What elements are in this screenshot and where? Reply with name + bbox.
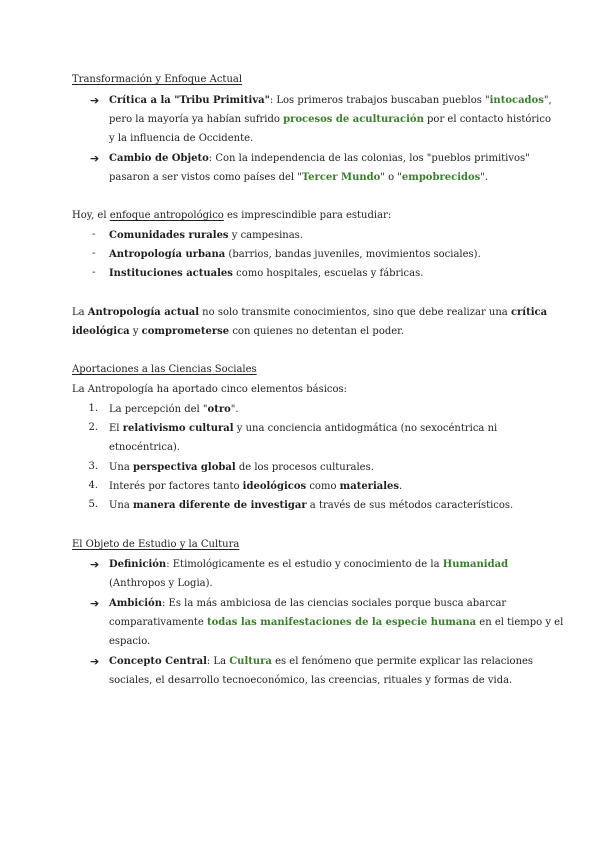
dash-bullet: -: [92, 229, 96, 240]
section-heading-aportaciones: Aportaciones a las Ciencias Sociales: [72, 364, 257, 375]
list-item: Antropología urbana (barrios, bandas juveniles, movimientos sociales).: [109, 249, 481, 260]
item-line: sociales, el desarrollo tecnoeconómico, las creencias, rituales y formas de vida.: [109, 675, 513, 686]
item-line: espacio.: [109, 636, 151, 647]
arrow-bullet-icon: ➔: [90, 94, 100, 107]
section-intro: La Antropología ha aportado cinco elementos básicos:: [72, 384, 348, 395]
item-line: Crítica a la "Tribu Primitiva": Los primeros trabajos buscaban pueblos "intocados",: [109, 95, 552, 106]
list-item: Interés por factores tanto ideológicos como materiales.: [109, 481, 403, 492]
list-item: La percepción del "otro".: [109, 404, 239, 415]
list-item: Instituciones actuales como hospitales, escuelas y fábricas.: [109, 268, 424, 279]
item-line: Concepto Central: La Cultura es el fenómeno que permite explicar las relaciones: [109, 656, 534, 667]
arrow-bullet-icon: ➔: [90, 152, 100, 165]
list-item: El relativismo cultural y una conciencia antidogmática (no sexocéntrica ni: [109, 423, 498, 434]
list-number: 5.: [88, 499, 98, 510]
section-heading-transformacion: Transformación y Enfoque Actual: [72, 74, 243, 85]
item-line: pasaron a ser vistos como países del "Tercer Mundo" o "empobrecidos".: [109, 172, 489, 183]
list-number: 2.: [88, 422, 98, 433]
dash-bullet: -: [92, 267, 96, 278]
list-item-continuation: etnocéntrica).: [109, 442, 180, 453]
paragraph-line: ideológica y comprometerse con quienes no detentan el poder.: [72, 326, 405, 337]
list-item: Una perspectiva global de los procesos culturales.: [109, 462, 374, 473]
item-line: pero la mayoría ya habían sufrido procesos de aculturación por el contacto histórico: [109, 114, 551, 125]
list-number: 4.: [88, 480, 98, 491]
arrow-bullet-icon: ➔: [90, 558, 100, 571]
list-item: Comunidades rurales y campesinas.: [109, 230, 303, 241]
item-line: y la influencia de Occidente.: [109, 133, 254, 144]
item-line: Cambio de Objeto: Con la independencia de las colonias, los "pueblos primitivos": [109, 153, 530, 164]
item-line: comparativamente todas las manifestaciones de la especie humana en el tiempo y el: [109, 617, 564, 628]
list-item: Una manera diferente de investigar a través de sus métodos característicos.: [109, 500, 514, 511]
item-line: Definición: Etimológicamente es el estudio y conocimiento de la Humanidad: [109, 559, 509, 570]
section-heading-objeto-estudio: El Objeto de Estudio y la Cultura: [72, 539, 240, 550]
list-number: 3.: [88, 461, 98, 472]
item-line: Ambición: Es la más ambiciosa de las ciencias sociales porque busca abarcar: [109, 598, 507, 609]
arrow-bullet-icon: ➔: [90, 597, 100, 610]
list-number: 1.: [88, 403, 98, 414]
paragraph-line: La Antropología actual no solo transmite conocimientos, sino que debe realizar una crítica: [72, 307, 548, 318]
arrow-bullet-icon: ➔: [90, 655, 100, 668]
item-line: (Anthropos y Logia).: [109, 578, 213, 589]
intro-paragraph: Hoy, el enfoque antropológico es imprescindible para estudiar:: [72, 210, 392, 221]
dash-bullet: -: [92, 248, 96, 259]
